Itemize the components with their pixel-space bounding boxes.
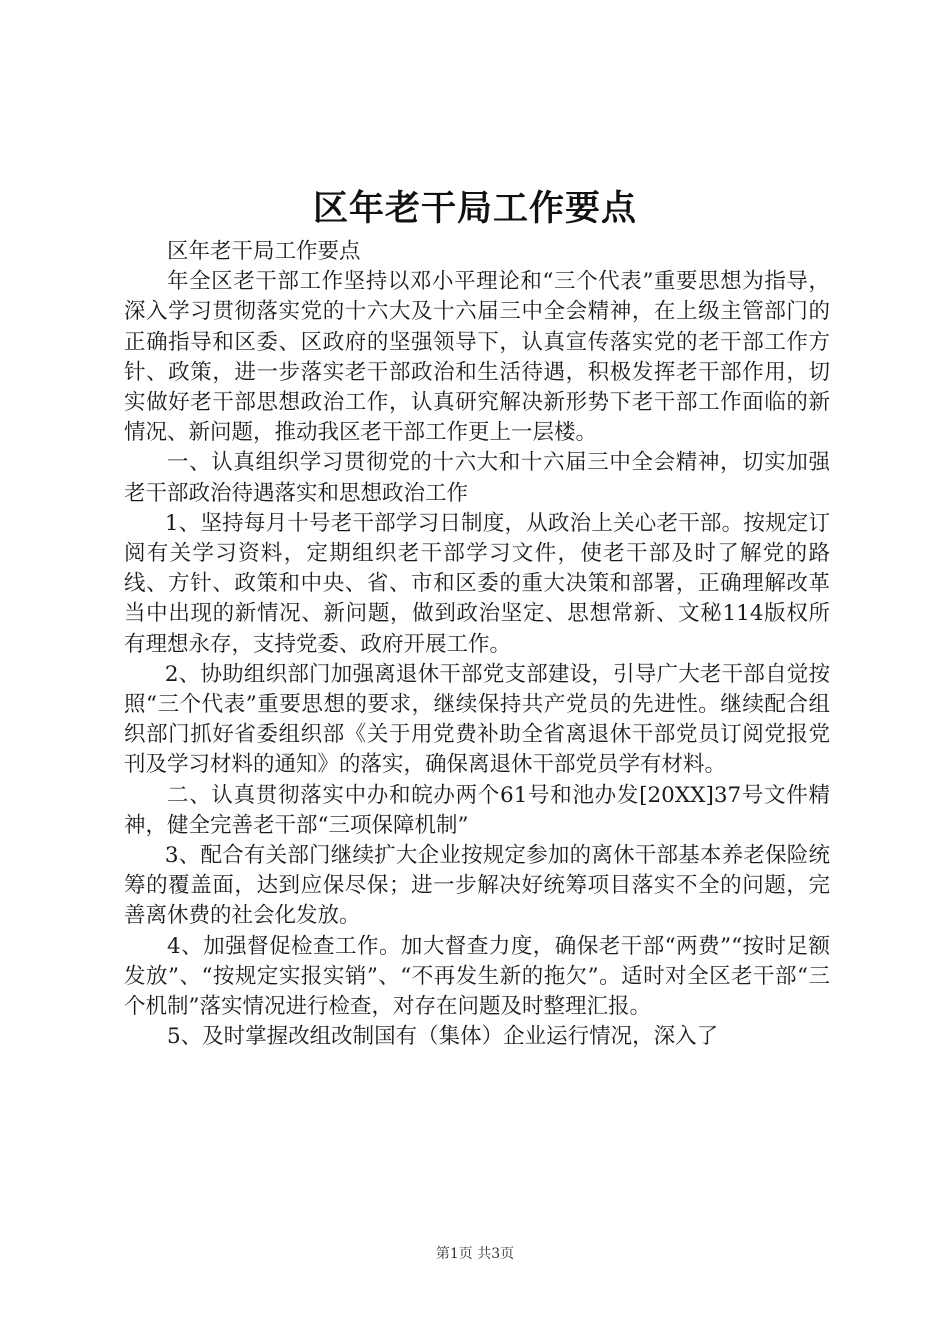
document-title: 区年老干局工作要点 <box>312 189 637 229</box>
page-footer: 第1页 共3页 <box>435 1246 515 1262</box>
document-body <box>124 237 830 1052</box>
paragraph-item-4: 4、加强督促检查工作。加大督查力度，确保老干部“两费”“按时足额发放”、“按规定实报实销”、“不再发生新的拖欠”。适时对全区老干部“三个机制”落实情况进行检查，对存在问题及时整理汇报。 <box>124 933 830 1020</box>
paragraph-item-1: 1、坚持每月十号老干部学习日制度，从政治上关心老干部。按规定订阅有关学习资料，定期组织老干部学习文件，使老干部及时了解党的路线、方针、政策和中央、省、市和区委的重大决策和部署，正确理解改革当中出现的新情况、新问题，做到政治坚定、思想常新、文秘114版权所有理想永存，支持党委、政府开展工作。 <box>124 510 830 657</box>
paragraph-item-5: 5、及时掌握改组改制国有（集体）企业运行情况，深入了 <box>167 1024 719 1050</box>
section-heading-1: 一、认真组织学习贯彻党的十六大和十六届三中全会精神，切实加强老干部政治待遇落实和思想政治工作 <box>124 450 830 506</box>
section-heading-2: 二、认真贯彻落实中办和皖办两个61号和池办发[20XX]37号文件精神，健全完善老干部“三项保障机制” <box>124 782 830 838</box>
paragraph-subtitle: 区年老干局工作要点 <box>167 239 361 264</box>
paragraph-intro: 年全区老干部工作坚持以邓小平理论和“三个代表”重要思想为指导，深入学习贯彻落实党的十六大及十六届三中全会精神，在上级主管部门的正确指导和区委、区政府的坚强领导下，认真宣传落实党的老干部工作方针、政策，进一步落实老干部政治和生活待遇，积极发挥老干部作用，切实做好老干部思想政治工作，认真研究解决新形势下老干部工作面临的新情况、新问题，推动我区老干部工作更上一层楼。 <box>124 269 830 446</box>
paragraph-item-2: 2、协助组织部门加强离退休干部党支部建设，引导广大老干部自觉按照“三个代表”重要思想的要求，继续保持共产党员的先进性。继续配合组织部门抓好省委组织部《关于用党费补助全省离退休干部党员订阅党报党刊及学习材料的通知》的落实，确保离退休干部党员学有材料。 <box>124 661 830 778</box>
paragraph-item-3: 3、配合有关部门继续扩大企业按规定参加的离休干部基本养老保险统筹的覆盖面，达到应保尽保；进一步解决好统筹项目落实不全的问题，完善离休费的社会化发放。 <box>124 843 830 929</box>
